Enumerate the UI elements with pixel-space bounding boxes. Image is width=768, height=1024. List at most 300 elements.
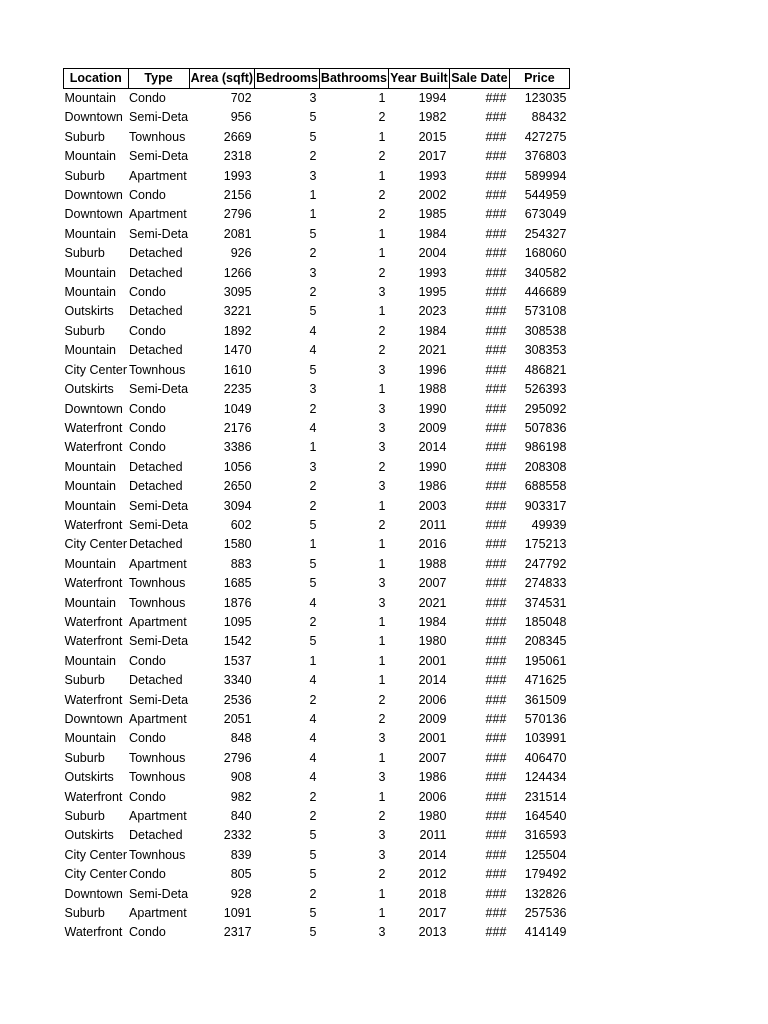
cell-area: 1685 bbox=[223, 576, 252, 591]
cell-bathrooms: 2 bbox=[378, 712, 386, 726]
cell-type: Semi-Deta bbox=[129, 886, 189, 901]
cell-area: 2650 bbox=[223, 479, 252, 494]
cell-area: 1095 bbox=[223, 614, 252, 629]
cell-price: 446689 bbox=[524, 285, 567, 300]
cell-year-built: 2007 bbox=[418, 750, 447, 765]
header-row bbox=[64, 69, 570, 89]
table-body bbox=[64, 89, 570, 943]
cell-bedrooms: 1 bbox=[309, 188, 317, 203]
cell-bedrooms: 5 bbox=[309, 517, 317, 532]
table-row bbox=[64, 361, 570, 380]
cell-price: 406470 bbox=[524, 750, 567, 765]
cell-location: Mountain bbox=[64, 595, 116, 610]
cell-type: Condo bbox=[129, 285, 166, 300]
cell-bedrooms: 2 bbox=[309, 246, 317, 261]
cell-area: 1876 bbox=[223, 595, 252, 610]
table-row bbox=[64, 128, 570, 147]
cell-area: 839 bbox=[230, 847, 252, 862]
table-row bbox=[64, 89, 570, 109]
cell-bathrooms: 3 bbox=[378, 420, 386, 435]
cell-area: 1266 bbox=[223, 265, 252, 280]
cell-location: Mountain bbox=[64, 149, 116, 164]
cell-type: Townhous bbox=[129, 847, 186, 862]
cell-year-built: 1984 bbox=[418, 226, 447, 241]
table-row bbox=[64, 594, 570, 613]
property-sales-table bbox=[63, 68, 570, 943]
cell-area: 2332 bbox=[223, 828, 252, 843]
table-row bbox=[64, 729, 570, 748]
cell-sale-date: ### bbox=[485, 343, 507, 358]
cell-year-built: 1990 bbox=[418, 459, 447, 474]
cell-bathrooms: 3 bbox=[378, 847, 386, 862]
cell-area: 928 bbox=[230, 886, 252, 901]
cell-location: Suburb bbox=[64, 323, 105, 338]
cell-sale-date: ### bbox=[485, 614, 507, 629]
cell-bedrooms: 4 bbox=[309, 770, 317, 785]
cell-sale-date: ### bbox=[485, 207, 507, 222]
cell-price: 208308 bbox=[524, 459, 567, 474]
cell-type: Detached bbox=[129, 265, 183, 280]
cell-price: 49939 bbox=[531, 517, 567, 532]
table-row bbox=[64, 419, 570, 438]
cell-bedrooms: 1 bbox=[309, 440, 317, 455]
cell-year-built: 1988 bbox=[418, 556, 447, 571]
cell-year-built: 2011 bbox=[419, 828, 447, 843]
cell-bedrooms: 2 bbox=[309, 789, 317, 804]
table-row bbox=[64, 322, 570, 341]
cell-price: 486821 bbox=[524, 362, 567, 377]
table-row bbox=[64, 477, 570, 496]
cell-location: City Center bbox=[64, 537, 128, 552]
cell-price: 124434 bbox=[524, 770, 567, 785]
cell-type: Semi-Deta bbox=[129, 498, 189, 513]
cell-bedrooms: 2 bbox=[309, 614, 317, 629]
cell-type: Semi-Deta bbox=[129, 226, 189, 241]
column-header-bedrooms: Bedrooms bbox=[255, 69, 320, 89]
cell-sale-date: ### bbox=[485, 673, 507, 688]
cell-bathrooms: 2 bbox=[378, 323, 386, 338]
cell-location: Waterfront bbox=[64, 692, 123, 707]
cell-type: Semi-Deta bbox=[129, 382, 189, 397]
cell-location: Downtown bbox=[64, 401, 123, 416]
cell-price: 254327 bbox=[524, 226, 567, 241]
cell-sale-date: ### bbox=[485, 91, 507, 105]
cell-year-built: 2001 bbox=[418, 731, 447, 746]
cell-location: Mountain bbox=[64, 265, 116, 280]
cell-location: City Center bbox=[64, 362, 128, 377]
cell-sale-date: ### bbox=[485, 362, 507, 377]
cell-year-built: 2004 bbox=[418, 246, 447, 261]
cell-sale-date: ### bbox=[485, 712, 507, 726]
cell-location: Suburb bbox=[64, 673, 105, 688]
cell-location: Suburb bbox=[64, 129, 105, 144]
cell-type: Condo bbox=[129, 91, 166, 105]
cell-type: Townhous bbox=[129, 129, 186, 144]
cell-type: Condo bbox=[129, 653, 166, 668]
cell-bedrooms: 3 bbox=[309, 91, 317, 105]
cell-price: 688558 bbox=[524, 479, 567, 494]
cell-sale-date: ### bbox=[485, 110, 507, 125]
cell-price: 257536 bbox=[524, 906, 567, 921]
cell-type: Townhous bbox=[129, 770, 186, 785]
cell-location: Suburb bbox=[64, 906, 105, 921]
cell-bedrooms: 5 bbox=[309, 828, 317, 843]
cell-year-built: 2013 bbox=[418, 925, 447, 940]
cell-year-built: 1988 bbox=[418, 382, 447, 397]
cell-bathrooms: 3 bbox=[378, 770, 386, 785]
cell-year-built: 2014 bbox=[418, 847, 447, 862]
cell-price: 544959 bbox=[524, 188, 567, 203]
cell-year-built: 2009 bbox=[418, 420, 447, 435]
cell-price: 427275 bbox=[524, 129, 567, 144]
cell-bedrooms: 5 bbox=[309, 634, 317, 649]
cell-year-built: 1993 bbox=[418, 168, 447, 183]
cell-bathrooms: 1 bbox=[378, 634, 386, 649]
cell-bedrooms: 5 bbox=[309, 304, 317, 319]
table-row bbox=[64, 652, 570, 671]
cell-year-built: 2012 bbox=[418, 867, 447, 882]
cell-area: 702 bbox=[230, 91, 252, 105]
cell-sale-date: ### bbox=[485, 265, 507, 280]
cell-year-built: 2014 bbox=[418, 673, 447, 688]
cell-price: 231514 bbox=[524, 789, 567, 804]
cell-location: Downtown bbox=[64, 110, 123, 125]
cell-year-built: 2002 bbox=[418, 188, 447, 203]
cell-bathrooms: 1 bbox=[378, 246, 386, 261]
cell-price: 340582 bbox=[524, 265, 567, 280]
cell-price: 414149 bbox=[524, 925, 567, 940]
table-row bbox=[64, 613, 570, 632]
cell-bathrooms: 1 bbox=[378, 226, 386, 241]
cell-type: Detached bbox=[129, 343, 183, 358]
table-row bbox=[64, 283, 570, 302]
spreadsheet bbox=[63, 68, 570, 943]
cell-year-built: 2015 bbox=[418, 129, 447, 144]
cell-price: 526393 bbox=[524, 382, 567, 397]
column-header-year-built: Year Built bbox=[388, 69, 449, 89]
table-row bbox=[64, 497, 570, 516]
table-row bbox=[64, 807, 570, 826]
cell-year-built: 2017 bbox=[418, 906, 447, 921]
cell-location: Mountain bbox=[64, 731, 116, 746]
cell-year-built: 1990 bbox=[418, 401, 447, 416]
cell-bathrooms: 3 bbox=[378, 828, 386, 843]
cell-sale-date: ### bbox=[485, 382, 507, 397]
cell-bedrooms: 1 bbox=[309, 537, 317, 552]
cell-type: Detached bbox=[129, 673, 183, 688]
cell-bathrooms: 2 bbox=[378, 110, 386, 125]
cell-location: Downtown bbox=[64, 886, 123, 901]
table-row bbox=[64, 904, 570, 923]
cell-sale-date: ### bbox=[485, 867, 507, 882]
cell-year-built: 1980 bbox=[418, 809, 447, 824]
table-row bbox=[64, 264, 570, 283]
table-row bbox=[64, 225, 570, 244]
cell-bedrooms: 1 bbox=[309, 207, 317, 222]
cell-bedrooms: 4 bbox=[309, 595, 317, 610]
cell-bedrooms: 5 bbox=[309, 906, 317, 921]
cell-area: 1542 bbox=[223, 634, 252, 649]
cell-location: Waterfront bbox=[64, 517, 123, 532]
column-header-sale-date: Sale Date bbox=[449, 69, 509, 89]
cell-type: Apartment bbox=[129, 906, 187, 921]
cell-sale-date: ### bbox=[485, 323, 507, 338]
cell-sale-date: ### bbox=[485, 847, 507, 862]
cell-price: 589994 bbox=[524, 168, 567, 183]
cell-sale-date: ### bbox=[485, 634, 507, 649]
cell-location: Suburb bbox=[64, 168, 105, 183]
cell-type: Condo bbox=[129, 188, 166, 203]
cell-area: 840 bbox=[230, 809, 252, 824]
cell-bathrooms: 2 bbox=[378, 459, 386, 474]
table-row bbox=[64, 826, 570, 845]
cell-bathrooms: 2 bbox=[378, 809, 386, 824]
cell-area: 1049 bbox=[223, 401, 252, 416]
cell-type: Condo bbox=[129, 789, 166, 804]
cell-type: Condo bbox=[129, 925, 166, 940]
cell-bathrooms: 3 bbox=[378, 479, 386, 494]
cell-bathrooms: 3 bbox=[378, 731, 386, 746]
cell-price: 175213 bbox=[524, 537, 567, 552]
cell-price: 125504 bbox=[524, 847, 567, 862]
cell-location: Mountain bbox=[64, 653, 116, 668]
cell-location: Waterfront bbox=[64, 576, 123, 591]
cell-year-built: 2023 bbox=[418, 304, 447, 319]
cell-bedrooms: 2 bbox=[309, 401, 317, 416]
cell-year-built: 2016 bbox=[418, 537, 447, 552]
cell-area: 1580 bbox=[223, 537, 252, 552]
cell-sale-date: ### bbox=[485, 770, 507, 785]
cell-bathrooms: 3 bbox=[378, 440, 386, 455]
cell-bathrooms: 1 bbox=[378, 886, 386, 901]
cell-location: Waterfront bbox=[64, 614, 123, 629]
cell-sale-date: ### bbox=[485, 420, 507, 435]
cell-area: 1892 bbox=[223, 323, 252, 338]
cell-type: Semi-Deta bbox=[129, 149, 189, 164]
cell-bathrooms: 1 bbox=[378, 653, 386, 668]
cell-year-built: 1996 bbox=[418, 362, 447, 377]
cell-area: 1470 bbox=[223, 343, 252, 358]
cell-price: 274833 bbox=[524, 576, 567, 591]
table-row bbox=[64, 923, 570, 942]
cell-year-built: 2011 bbox=[419, 517, 447, 532]
cell-price: 376803 bbox=[524, 149, 567, 164]
cell-bathrooms: 3 bbox=[378, 401, 386, 416]
cell-sale-date: ### bbox=[485, 459, 507, 474]
cell-sale-date: ### bbox=[485, 886, 507, 901]
cell-bedrooms: 5 bbox=[309, 556, 317, 571]
cell-sale-date: ### bbox=[485, 906, 507, 921]
cell-bedrooms: 4 bbox=[309, 323, 317, 338]
cell-location: Mountain bbox=[64, 459, 116, 474]
cell-price: 673049 bbox=[524, 207, 567, 222]
cell-year-built: 2014 bbox=[418, 440, 447, 455]
cell-area: 3094 bbox=[223, 498, 252, 513]
table-row bbox=[64, 205, 570, 224]
cell-price: 986198 bbox=[524, 440, 567, 455]
cell-bathrooms: 1 bbox=[378, 129, 386, 144]
cell-year-built: 2003 bbox=[418, 498, 447, 513]
cell-bathrooms: 1 bbox=[378, 537, 386, 552]
cell-location: Suburb bbox=[64, 246, 105, 261]
cell-sale-date: ### bbox=[485, 809, 507, 824]
cell-bathrooms: 2 bbox=[378, 265, 386, 280]
cell-bedrooms: 4 bbox=[309, 673, 317, 688]
cell-location: Mountain bbox=[64, 91, 116, 105]
cell-area: 1610 bbox=[223, 362, 252, 377]
table-row bbox=[64, 535, 570, 554]
table-row bbox=[64, 846, 570, 865]
cell-sale-date: ### bbox=[485, 129, 507, 144]
cell-year-built: 2006 bbox=[418, 789, 447, 804]
table-row bbox=[64, 768, 570, 787]
cell-bathrooms: 1 bbox=[378, 91, 386, 105]
cell-year-built: 1980 bbox=[418, 634, 447, 649]
table-row bbox=[64, 302, 570, 321]
cell-bathrooms: 1 bbox=[378, 382, 386, 397]
table-row bbox=[64, 186, 570, 205]
cell-type: Condo bbox=[129, 420, 166, 435]
column-header-price: Price bbox=[509, 69, 569, 89]
cell-price: 573108 bbox=[524, 304, 567, 319]
cell-sale-date: ### bbox=[485, 498, 507, 513]
column-header-area: Area (sqft) bbox=[189, 69, 255, 89]
cell-area: 2669 bbox=[223, 129, 252, 144]
cell-sale-date: ### bbox=[485, 537, 507, 552]
table-row bbox=[64, 108, 570, 127]
cell-sale-date: ### bbox=[485, 401, 507, 416]
cell-sale-date: ### bbox=[485, 304, 507, 319]
cell-bathrooms: 2 bbox=[378, 149, 386, 164]
table-row bbox=[64, 788, 570, 807]
cell-bathrooms: 3 bbox=[378, 576, 386, 591]
cell-price: 308538 bbox=[524, 323, 567, 338]
cell-type: Apartment bbox=[129, 168, 187, 183]
cell-bedrooms: 3 bbox=[309, 265, 317, 280]
cell-year-built: 1982 bbox=[418, 110, 447, 125]
cell-location: City Center bbox=[64, 867, 128, 882]
cell-bathrooms: 1 bbox=[378, 614, 386, 629]
column-header-bathrooms: Bathrooms bbox=[319, 69, 388, 89]
table-row bbox=[64, 865, 570, 884]
cell-bedrooms: 4 bbox=[309, 712, 317, 726]
cell-price: 123035 bbox=[524, 91, 567, 105]
cell-type: Detached bbox=[129, 459, 183, 474]
cell-bedrooms: 5 bbox=[309, 867, 317, 882]
cell-bedrooms: 2 bbox=[309, 498, 317, 513]
cell-bathrooms: 3 bbox=[378, 595, 386, 610]
cell-location: Downtown bbox=[64, 712, 123, 726]
cell-area: 3340 bbox=[223, 673, 252, 688]
cell-bedrooms: 4 bbox=[309, 750, 317, 765]
cell-type: Apartment bbox=[129, 556, 187, 571]
cell-bedrooms: 3 bbox=[309, 168, 317, 183]
table-row bbox=[64, 749, 570, 768]
cell-area: 2317 bbox=[223, 925, 252, 940]
cell-sale-date: ### bbox=[485, 576, 507, 591]
cell-location: Mountain bbox=[64, 226, 116, 241]
cell-year-built: 1995 bbox=[418, 285, 447, 300]
cell-price: 132826 bbox=[524, 886, 567, 901]
cell-area: 2796 bbox=[223, 207, 252, 222]
cell-sale-date: ### bbox=[485, 653, 507, 668]
table-row bbox=[64, 555, 570, 574]
cell-bedrooms: 5 bbox=[309, 576, 317, 591]
column-header-location: Location bbox=[64, 69, 129, 89]
cell-area: 956 bbox=[230, 110, 252, 125]
cell-sale-date: ### bbox=[485, 188, 507, 203]
cell-year-built: 1993 bbox=[418, 265, 447, 280]
cell-year-built: 2017 bbox=[418, 149, 447, 164]
cell-type: Townhous bbox=[129, 595, 186, 610]
cell-sale-date: ### bbox=[485, 440, 507, 455]
cell-area: 2176 bbox=[223, 420, 252, 435]
cell-bathrooms: 1 bbox=[378, 789, 386, 804]
cell-bedrooms: 3 bbox=[309, 382, 317, 397]
cell-location: Outskirts bbox=[64, 828, 114, 843]
cell-type: Condo bbox=[129, 401, 166, 416]
cell-type: Townhous bbox=[129, 576, 186, 591]
cell-location: Mountain bbox=[64, 556, 116, 571]
cell-year-built: 2018 bbox=[418, 886, 447, 901]
cell-sale-date: ### bbox=[485, 168, 507, 183]
cell-location: Waterfront bbox=[64, 634, 123, 649]
cell-area: 3386 bbox=[223, 440, 252, 455]
cell-area: 2536 bbox=[223, 692, 252, 707]
cell-price: 471625 bbox=[524, 673, 567, 688]
cell-price: 168060 bbox=[524, 246, 567, 261]
cell-type: Semi-Deta bbox=[129, 517, 189, 532]
cell-bedrooms: 4 bbox=[309, 420, 317, 435]
cell-sale-date: ### bbox=[485, 246, 507, 261]
cell-sale-date: ### bbox=[485, 285, 507, 300]
cell-bathrooms: 2 bbox=[378, 188, 386, 203]
cell-bathrooms: 1 bbox=[378, 556, 386, 571]
cell-bedrooms: 2 bbox=[309, 692, 317, 707]
cell-price: 195061 bbox=[524, 653, 567, 668]
cell-sale-date: ### bbox=[485, 149, 507, 164]
cell-type: Semi-Deta bbox=[129, 110, 189, 125]
table-row bbox=[64, 516, 570, 535]
cell-area: 3221 bbox=[223, 304, 252, 319]
cell-area: 2318 bbox=[223, 149, 252, 164]
cell-area: 2081 bbox=[223, 226, 252, 241]
cell-bedrooms: 5 bbox=[309, 362, 317, 377]
table-row bbox=[64, 341, 570, 360]
cell-area: 2051 bbox=[223, 712, 252, 726]
cell-location: Downtown bbox=[64, 207, 123, 222]
table-row bbox=[64, 380, 570, 399]
cell-price: 361509 bbox=[524, 692, 567, 707]
cell-area: 2156 bbox=[223, 188, 252, 203]
cell-bedrooms: 5 bbox=[309, 129, 317, 144]
cell-price: 208345 bbox=[524, 634, 567, 649]
table-row bbox=[64, 574, 570, 593]
cell-price: 185048 bbox=[524, 614, 567, 629]
cell-price: 374531 bbox=[524, 595, 567, 610]
cell-type: Detached bbox=[129, 828, 183, 843]
cell-year-built: 2006 bbox=[418, 692, 447, 707]
cell-location: Outskirts bbox=[64, 382, 114, 397]
cell-bedrooms: 4 bbox=[309, 343, 317, 358]
cell-location: Waterfront bbox=[64, 420, 123, 435]
cell-price: 247792 bbox=[524, 556, 567, 571]
cell-sale-date: ### bbox=[485, 517, 507, 532]
cell-bathrooms: 1 bbox=[378, 304, 386, 319]
cell-location: Waterfront bbox=[64, 440, 123, 455]
cell-area: 1091 bbox=[223, 906, 252, 921]
cell-bathrooms: 2 bbox=[378, 343, 386, 358]
